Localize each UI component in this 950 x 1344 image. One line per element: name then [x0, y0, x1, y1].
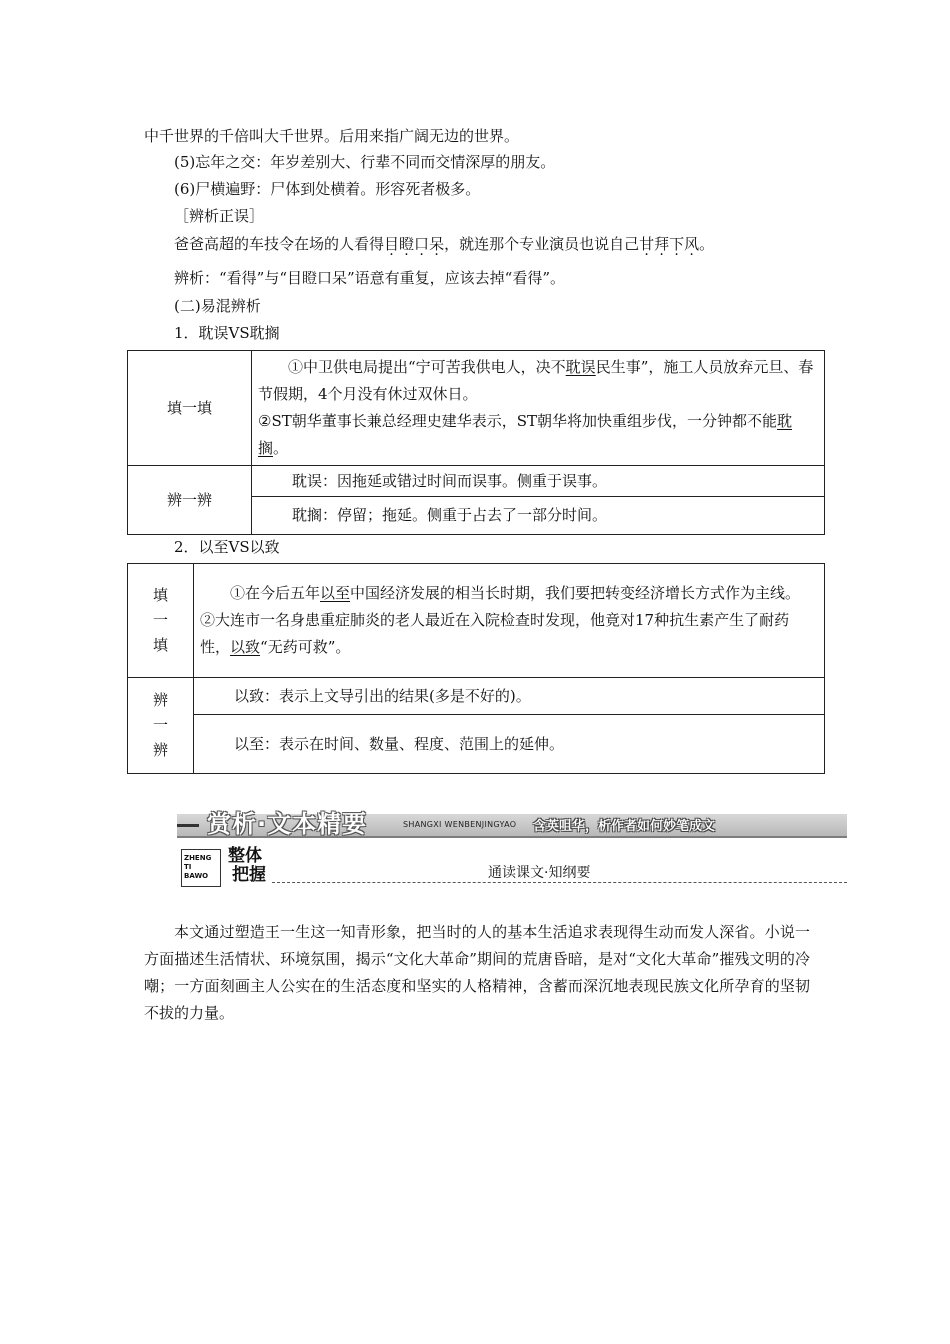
definition: 以至：表示在时间、数量、程度、范围上的延伸。: [194, 715, 825, 774]
subsection-title-line: 整体: [228, 846, 262, 866]
sentence-part: 民生事”，施工人员放弃元旦、春节假期，4个月没有休过双休日。: [258, 358, 814, 403]
item-heading: 2．以至VS以致: [174, 538, 280, 556]
banner-lead-mark: [177, 824, 199, 827]
label-char: 一: [152, 611, 168, 629]
sentence-part: ①中卫供电局提出“宁可苦我供电人，决不: [288, 358, 566, 376]
fill-sentence-1: [200, 580, 818, 607]
logo-pinyin-line: BAWO: [184, 872, 209, 880]
banner-title: 赏析·文本精要: [207, 810, 368, 838]
logo-pinyin-line: TI: [184, 863, 192, 871]
logo-pinyin: [184, 854, 211, 881]
text-line: (5)忘年之交：年岁差别大、行辈不同而交情深厚的朋友。: [174, 153, 556, 171]
definition: 耽搁：停留；拖延。侧重于占去了一部分时间。: [252, 497, 825, 535]
section-label: ［辨析正误］: [174, 207, 265, 225]
definition: 耽误：因拖延或错过时间而误事。侧重于误事。: [252, 466, 825, 497]
subsection-caption: 通读课文·知纲要: [488, 865, 591, 881]
underlined-word: 耽误: [565, 358, 596, 376]
marked-char: 呆: [429, 235, 445, 253]
marked-char: 瞪: [399, 235, 415, 253]
label-char: 填: [152, 636, 168, 654]
comparison-table-1: [127, 350, 825, 535]
label-char: 辨: [152, 741, 168, 759]
subsection-logo: [181, 849, 221, 887]
underlined-word: 以致: [230, 638, 261, 656]
text-line: (6)尸横遍野：尸体到处横着。形容死者极多。: [174, 180, 481, 198]
marked-char: 风: [684, 235, 700, 253]
sentence-part: ①在今后五年: [230, 584, 321, 602]
banner-pinyin: SHANGXI WENBENJINGYAO: [403, 820, 517, 829]
sentence-part: 爸爸高超的车技令在场的人看得: [174, 235, 385, 253]
distinguish-label: [128, 678, 194, 774]
analysis-line: 辨析：“看得”与“目瞪口呆”语意有重复，应该去掉“看得”。: [174, 269, 566, 287]
error-sentence: [174, 234, 714, 254]
text-line: 中千世界的千倍叫大千世界。后用来指广阔无边的世界。: [144, 127, 520, 145]
marked-char: 下: [669, 235, 685, 253]
distinguish-label: 辨一辨: [128, 466, 252, 535]
marked-char: 拜: [654, 235, 670, 253]
section-banner: [177, 806, 847, 838]
subsection-divider: [272, 882, 847, 883]
underlined-word: 以至: [320, 584, 351, 602]
fill-sentence-2: [200, 607, 818, 661]
label-char: 填: [152, 586, 168, 604]
marked-char: 口: [414, 235, 430, 253]
underlined-word: 耽搁: [258, 412, 793, 457]
marked-char: 目: [384, 235, 400, 253]
fill-label: [128, 564, 194, 678]
fill-sentence-2: [258, 408, 818, 462]
sentence-part: 。: [273, 439, 289, 457]
sentence-part: ，就连那个专业演员也说自己: [444, 235, 640, 253]
logo-pinyin-line: ZHENG: [184, 854, 212, 862]
fill-label: 填一填: [128, 351, 252, 466]
fill-cell: [194, 564, 825, 678]
sentence-part: “无药可救”。: [260, 638, 351, 656]
sentence-part: ②大连市一名身患重症肺炎的老人最近在入院检查时发现，他竟对17种抗生素产生了耐药性，: [200, 611, 790, 656]
fill-sentence-1: [258, 354, 818, 408]
definition: 以致：表示上文导引出的结果(多是不好的)。: [194, 678, 825, 715]
label-char: 一: [152, 716, 168, 734]
label-char: 辨: [152, 691, 168, 709]
marked-char: 甘: [639, 235, 655, 253]
banner-slogan: 含英咀华，析作者如何妙笔成文: [533, 819, 716, 834]
subsection-title-line: 把握: [232, 865, 266, 885]
sentence-part: 中国经济发展的相当长时期，我们要把转变经济增长方式作为主线。: [350, 584, 801, 602]
subsection-title: [228, 847, 266, 885]
section-heading: (二)易混辨析: [174, 297, 261, 315]
fill-cell: [252, 351, 825, 466]
sentence-part: ②ST朝华董事长兼总经理史建华表示，ST朝华将加快重组步伐，一分钟都不能: [258, 412, 778, 430]
summary-paragraph: 本文通过塑造王一生这一知青形象，把当时的人的基本生活追求表现得生动而发人深省。小说一方面描述生活情状、环境氛围，揭示“文化大革命”期间的荒唐昏暗，是对“文化大革命”摧残文明的冷嘲；一方面刻画主人公实在的生活态度和坚实的人格精神，含蓄而深沉地表现民族文化所孕育的坚韧不拔的力量。: [144, 923, 810, 1022]
item-heading: 1．耽误VS耽搁: [174, 324, 280, 342]
sentence-part: 。: [699, 235, 715, 253]
comparison-table-2: [127, 563, 825, 774]
